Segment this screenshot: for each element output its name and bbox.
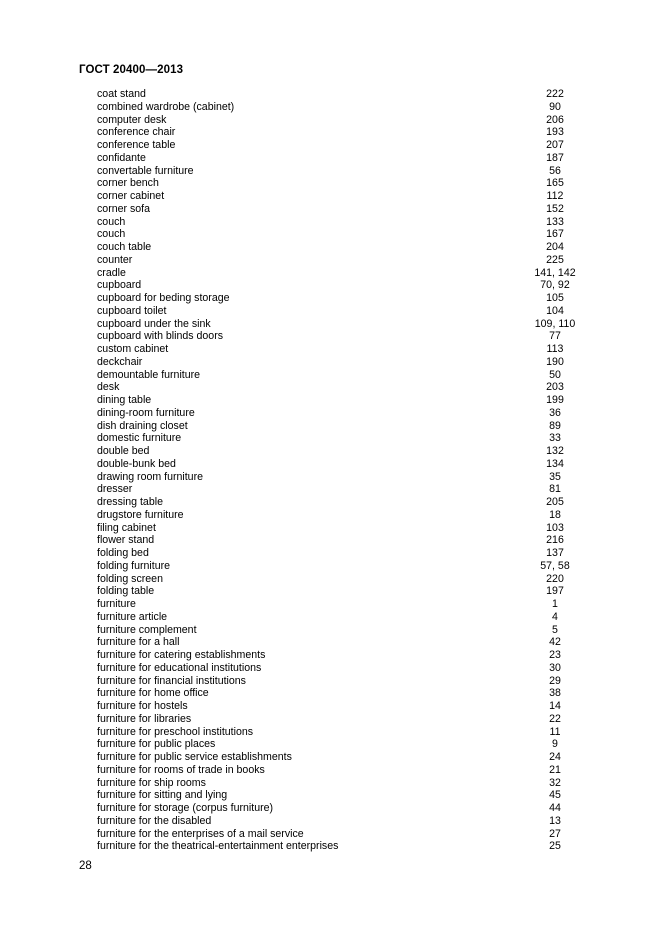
index-reference-number: 190 (546, 355, 564, 368)
index-entry (97, 139, 587, 152)
index-term: cupboard toilet (97, 304, 167, 317)
index-reference-number: 33 (549, 432, 561, 445)
index-entry (97, 228, 587, 241)
index-term: cupboard under the sink (97, 317, 211, 330)
index-entry (97, 649, 587, 662)
index-reference-number: 24 (549, 751, 561, 763)
index-reference-number: 32 (549, 776, 561, 789)
index-term: cupboard for beding storage (97, 292, 230, 304)
index-reference-number: 216 (546, 534, 564, 547)
index-term: deckchair (97, 355, 143, 368)
index-term: furniture for the disabled (97, 814, 212, 827)
index-entry (97, 687, 587, 700)
index-reference-number: 222 (546, 88, 564, 100)
index-entry (97, 165, 587, 178)
index-term: folding screen (97, 572, 163, 585)
index-term: furniture for a hall (97, 636, 180, 649)
index-entry (97, 496, 587, 509)
index-entry (97, 522, 587, 535)
index-reference-number: 104 (546, 304, 564, 317)
index-term: dining-room furniture (97, 406, 195, 419)
index-reference-number: 22 (549, 712, 561, 725)
index-reference-number: 133 (546, 215, 564, 228)
index-entry (97, 815, 587, 828)
index-term: dish draining closet (97, 419, 188, 432)
index-reference-number: 35 (549, 470, 561, 483)
index-entry (97, 318, 587, 331)
index-entry (97, 190, 587, 203)
index-term: furniture (97, 598, 136, 610)
index-reference-number: 11 (549, 725, 561, 738)
index-term: furniture for hostels (97, 700, 188, 712)
index-entry (97, 598, 587, 611)
index-reference-number: 57, 58 (540, 559, 570, 572)
index-entry (97, 369, 587, 382)
index-entry (97, 343, 587, 356)
index-reference-number: 81 (549, 483, 561, 496)
index-reference-number: 50 (549, 368, 561, 381)
document-header: ГОСТ 20400—2013 (79, 64, 184, 76)
index-term: double bed (97, 445, 150, 457)
index-term: couch table (97, 241, 152, 253)
index-term: furniture for public service establishments (97, 751, 292, 763)
index-term: couch (97, 228, 126, 241)
index-reference-number: 4 (552, 610, 558, 623)
index-term: corner cabinet (97, 190, 165, 202)
index-term: counter (97, 253, 133, 266)
index-entry (97, 432, 587, 445)
index-reference-number: 18 (549, 508, 561, 521)
index-entry (97, 381, 587, 394)
index-term: coat stand (97, 88, 146, 100)
index-entry (97, 394, 587, 407)
index-entry (97, 751, 587, 764)
index-term: conference chair (97, 126, 176, 139)
index-reference-number: 205 (546, 496, 564, 508)
index-reference-number: 203 (546, 381, 564, 394)
index-entry (97, 764, 587, 777)
index-term: furniture article (97, 610, 168, 623)
index-entry (97, 585, 587, 598)
index-term: double-bunk bed (97, 457, 176, 470)
index-term: drugstore furniture (97, 508, 184, 521)
index-entry (97, 789, 587, 802)
index-entry (97, 458, 587, 471)
index-reference-number: 137 (546, 547, 564, 559)
index-term: folding table (97, 585, 155, 598)
index-reference-number: 152 (546, 202, 564, 215)
index-reference-number: 42 (549, 636, 561, 649)
index-term: dining table (97, 394, 152, 406)
index-reference-number: 38 (549, 687, 561, 700)
index-term: furniture for public places (97, 738, 216, 751)
index-entry (97, 560, 587, 573)
index-reference-number: 21 (549, 763, 561, 776)
index-entry (97, 203, 587, 216)
index-reference-number: 9 (552, 738, 558, 751)
index-term: furniture for home office (97, 687, 209, 700)
index-reference-number: 77 (549, 330, 561, 343)
index-entry (97, 101, 587, 114)
index-term: filing cabinet (97, 521, 156, 534)
index-entry (97, 713, 587, 726)
index-entry (97, 662, 587, 675)
index-reference-number: 5 (552, 623, 558, 636)
index-entry (97, 611, 587, 624)
index-reference-number: 220 (546, 572, 564, 585)
index-entry (97, 216, 587, 229)
index-reference-number: 112 (546, 190, 564, 202)
index-entry (97, 305, 587, 318)
index-entry (97, 624, 587, 637)
index-term: flower stand (97, 534, 155, 547)
index-term: convertable furniture (97, 164, 194, 177)
index-term: corner bench (97, 177, 159, 190)
index-term: furniture for educational institutions (97, 661, 262, 674)
index-reference-number: 206 (546, 113, 564, 126)
index-reference-number: 113 (546, 343, 564, 355)
index-entry (97, 509, 587, 522)
index-reference-number: 14 (549, 700, 561, 712)
index-reference-number: 207 (546, 139, 564, 151)
index-reference-number: 45 (549, 789, 561, 802)
index-term: dresser (97, 483, 133, 496)
index-reference-number: 13 (549, 814, 561, 827)
index-reference-number: 56 (549, 164, 561, 177)
index-term: couch (97, 215, 126, 228)
index-entry (97, 777, 587, 790)
index-reference-number: 141, 142 (534, 266, 576, 279)
index-entry (97, 471, 587, 484)
index-entry (97, 330, 587, 343)
index-term: furniture for rooms of trade in books (97, 763, 265, 776)
index-term: furniture complement (97, 623, 197, 636)
index-reference-number: 25 (549, 840, 561, 853)
index-term: corner sofa (97, 202, 150, 215)
index-entry (97, 114, 587, 127)
index-term: folding bed (97, 547, 149, 559)
index-entry (97, 547, 587, 560)
index-entry (97, 88, 587, 101)
index-list (97, 88, 587, 853)
page-number: 28 (79, 860, 92, 872)
index-entry (97, 126, 587, 139)
index-term: furniture for financial institutions (97, 674, 246, 687)
index-reference-number: 103 (546, 521, 564, 534)
index-term: confidante (97, 151, 146, 164)
index-reference-number: 36 (549, 406, 561, 419)
index-term: demountable furniture (97, 368, 201, 381)
index-reference-number: 204 (546, 241, 564, 253)
index-entry (97, 152, 587, 165)
index-reference-number: 197 (546, 585, 564, 598)
index-reference-number: 193 (546, 126, 564, 139)
index-entry (97, 573, 587, 586)
index-reference-number: 167 (546, 228, 564, 241)
index-term: furniture for preschool institutions (97, 725, 254, 738)
index-entry (97, 726, 587, 739)
index-term: furniture for the theatrical-entertainment enterprises (97, 840, 339, 853)
index-entry (97, 828, 587, 841)
index-entry (97, 356, 587, 369)
index-term: furniture for catering establishments (97, 649, 266, 661)
index-reference-number: 109, 110 (534, 317, 576, 330)
index-entry (97, 241, 587, 254)
index-reference-number: 165 (546, 177, 564, 190)
index-entry (97, 675, 587, 688)
index-entry (97, 420, 587, 433)
index-reference-number: 70, 92 (540, 279, 570, 292)
index-entry (97, 636, 587, 649)
index-reference-number: 132 (546, 445, 564, 457)
index-reference-number: 44 (549, 802, 561, 814)
index-reference-number: 90 (549, 100, 561, 113)
index-entry (97, 700, 587, 713)
index-entry (97, 738, 587, 751)
index-entry (97, 445, 587, 458)
index-term: folding furniture (97, 559, 171, 572)
index-term: furniture for libraries (97, 712, 192, 725)
index-entry (97, 483, 587, 496)
index-reference-number: 27 (549, 827, 561, 840)
index-reference-number: 225 (546, 253, 564, 266)
index-entry (97, 279, 587, 292)
index-reference-number: 89 (549, 419, 561, 432)
index-term: cupboard with blinds doors (97, 330, 224, 343)
index-term: cradle (97, 266, 126, 279)
index-term: dressing table (97, 496, 163, 508)
index-entry (97, 802, 587, 815)
index-reference-number: 30 (549, 661, 561, 674)
index-entry (97, 840, 587, 853)
index-reference-number: 29 (549, 674, 561, 687)
index-term: furniture for the enterprises of a mail service (97, 827, 304, 840)
index-term: cupboard (97, 279, 142, 292)
index-reference-number: 199 (546, 394, 564, 406)
index-term: desk (97, 381, 120, 394)
index-entry (97, 177, 587, 190)
index-term: custom cabinet (97, 343, 169, 355)
index-term: drawing room furniture (97, 470, 203, 483)
index-reference-number: 1 (552, 598, 558, 610)
index-reference-number: 187 (546, 151, 564, 164)
index-term: furniture for storage (corpus furniture) (97, 802, 274, 814)
index-entry (97, 407, 587, 420)
index-reference-number: 23 (549, 649, 561, 661)
index-reference-number: 105 (546, 292, 564, 304)
index-entry (97, 534, 587, 547)
index-term: combined wardrobe (cabinet) (97, 100, 235, 113)
index-entry (97, 292, 587, 305)
index-term: computer desk (97, 113, 167, 126)
index-entry (97, 267, 587, 280)
index-term: furniture for sitting and lying (97, 789, 228, 802)
index-term: conference table (97, 139, 176, 151)
index-reference-number: 134 (546, 457, 564, 470)
index-term: domestic furniture (97, 432, 182, 445)
index-entry (97, 254, 587, 267)
index-term: furniture for ship rooms (97, 776, 206, 789)
